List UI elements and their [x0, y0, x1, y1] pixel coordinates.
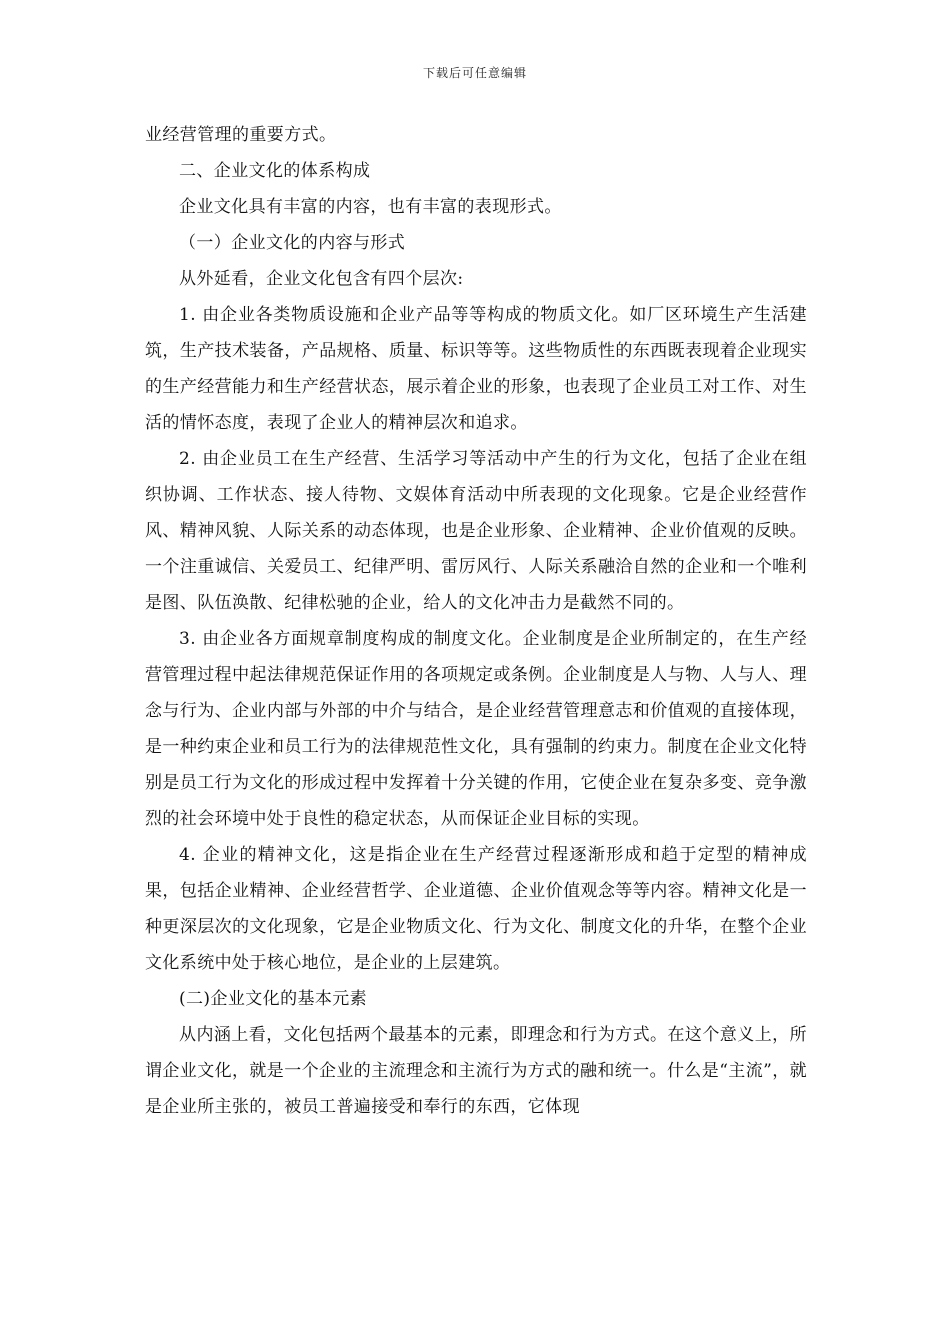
paragraph: 从内涵上看，文化包括两个最基本的元素，即理念和行为方式。在这个意义上，所谓企业文化，就是一个企业的主流理念和主流行为方式的融和统一。什么是“主流”，就是企业所主张的，被员工普遍接受和奉行的东西，它体现 — [145, 1025, 807, 1117]
paragraph: 业经营管理的重要方式。 — [145, 125, 337, 145]
list-item: 2. 由企业员工在生产经营、生活学习等活动中产生的行为文化，包括了企业在组织协调、工作状态、接人待物、文娱体育活动中所表现的文化现象。它是企业经营作风、精神风貌、人际关系的动态体现，也是企业形象、企业精神、企业价值观的反映。一个注重诚信、关爱员工、纪律严明、雷厉风行、人际关系融洽自然的企业和一个唯利是图、队伍涣散、纪律松驰的企业，给人的文化冲击力是截然不同的。 — [145, 449, 807, 613]
list-item: 3. 由企业各方面规章制度构成的制度文化。企业制度是企业所制定的，在生产经营管理过程中起法律规范保证作用的各项规定或条例。企业制度是人与物、人与人、理念与行为、企业内部与外部的中介与结合，是企业经营管理意志和价值观的直接体现，是一种约束企业和员工行为的法律规范性文化，具有强制的约束力。制度在企业文化特别是员工行为文化的形成过程中发挥着十分关键的作用，它使企业在复杂多变、竞争激烈的社会环境中处于良性的稳定状态，从而保证企业目标的实现。 — [145, 629, 807, 829]
page-header-note: 下载后可任意编辑 — [422, 66, 527, 80]
section-heading: 二、企业文化的体系构成 — [179, 161, 371, 181]
list-item: 4. 企业的精神文化，这是指企业在生产经营过程逐渐形成和趋于定型的精神成果，包括企业精神、企业经营哲学、企业道德、企业价值观念等等内容。精神文化是一种更深层次的文化现象，它是企业物质文化、行为文化、制度文化的升华，在整个企业文化系统中处于核心地位，是企业的上层建筑。 — [145, 845, 807, 973]
paragraph: 从外延看，企业文化包含有四个层次: — [179, 269, 464, 289]
list-item: 1. 由企业各类物质设施和企业产品等等构成的物质文化。如厂区环境生产生活建筑，生产技术装备，产品规格、质量、标识等等。这些物质性的东西既表现着企业现实的生产经营能力和生产经营状态，展示着企业的形象，也表现了企业员工对工作、对生活的情怀态度，表现了企业人的精神层次和追求。 — [145, 305, 807, 433]
document-body — [145, 117, 807, 1125]
subsection-heading: (二)企业文化的基本元素 — [179, 989, 368, 1009]
subsection-heading: （一）企业文化的内容与形式 — [179, 233, 406, 253]
paragraph: 企业文化具有丰富的内容，也有丰富的表现形式。 — [179, 197, 562, 217]
